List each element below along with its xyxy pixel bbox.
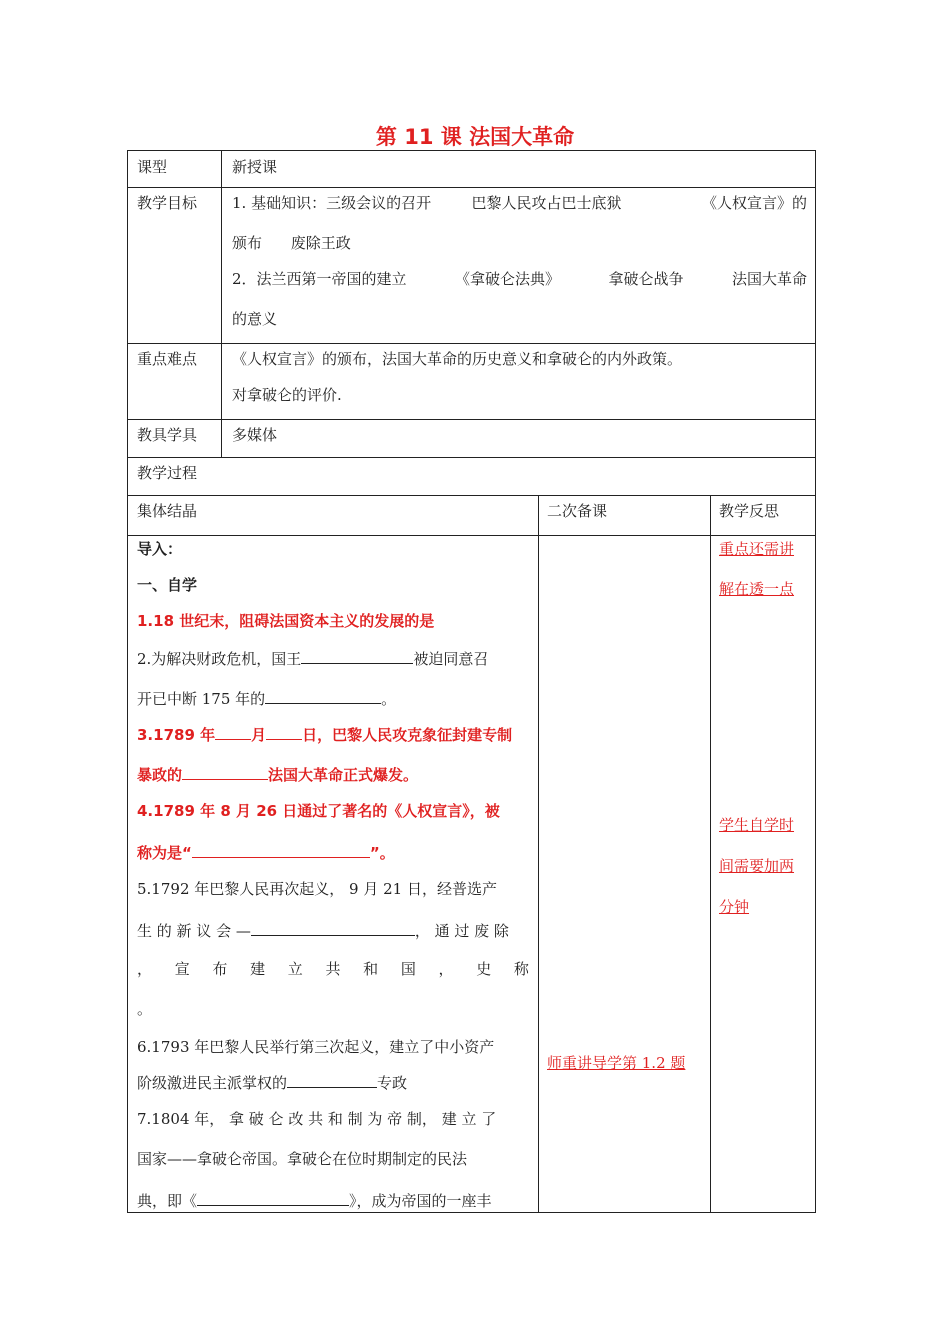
question-6-line-1: 6.1793 年巴黎人民举行第三次起义，建立了中小资产: [137, 1038, 495, 1056]
page-title: 第 11 课 法国大革命: [375, 125, 575, 149]
q2-text: 。: [381, 690, 397, 708]
reflection-note-2-line-3: 分钟: [719, 898, 750, 916]
goal-item: 1. 基础知识：三级会议的召开: [232, 194, 432, 212]
tools-label: 教具学具: [137, 426, 198, 444]
goal-item: 《拿破仑法典》: [455, 270, 561, 288]
goal-line-2: [232, 233, 351, 253]
row-divider: [128, 187, 815, 188]
q5-char: 共: [325, 960, 341, 978]
row-divider: [128, 419, 815, 420]
answer-blank: [287, 1071, 377, 1088]
question-5-line-3: [137, 959, 529, 979]
reflection-note-2-line-2: 间需要加两: [719, 857, 795, 875]
answer-blank: [301, 647, 413, 664]
goal-line-3: [232, 269, 807, 289]
col-divider: [538, 495, 539, 1212]
question-7-line-1: 7.1804 年， 拿 破 仑 改 共 和 制 为 帝 制， 建 立 了: [137, 1110, 497, 1128]
q5-char: 国: [400, 960, 416, 978]
q4-text: 称为是“: [137, 844, 192, 862]
second-prep-note: 师重讲导学第 1.2 题: [547, 1054, 686, 1072]
q6-text: 阶级激进民主派掌权的: [137, 1074, 288, 1092]
reflection-note-1-line-1: 重点还需讲: [719, 540, 795, 558]
q4-text: ”。: [369, 844, 395, 862]
answer-blank: [192, 841, 370, 858]
q5-char: 和: [363, 960, 379, 978]
question-4-line-1: 4.1789 年 8 月 26 日通过了著名的《人权宣言》，被: [137, 802, 500, 820]
col-header-collective: 集体结晶: [137, 502, 198, 520]
question-5-line-2: [137, 919, 509, 941]
tools-value: 多媒体: [232, 426, 278, 444]
answer-blank: [265, 687, 381, 704]
goal-item: 废除王政: [290, 234, 351, 252]
goal-item: 巴黎人民攻占巴士底狱: [471, 194, 622, 212]
type-label: 课型: [137, 158, 168, 176]
question-3-line-2: [137, 763, 418, 785]
q3-text: 3.1789 年: [137, 726, 216, 744]
q5-char: ，: [438, 960, 454, 978]
row-divider: [128, 457, 815, 458]
key-label: 重点难点: [137, 350, 198, 368]
q3-text: 日，巴黎人民攻克象征封建专制: [302, 726, 513, 744]
col-divider: [221, 151, 222, 457]
question-5-line-1: 5.1792 年巴黎人民再次起义， 9 月 21 日，经普选产: [137, 880, 497, 898]
row-divider: [128, 535, 815, 536]
question-3-line-1: [137, 723, 512, 745]
question-2-line-1: [137, 647, 488, 669]
question-6-line-2: [137, 1071, 407, 1093]
goal-item: 2．法兰西第一帝国的建立: [232, 270, 407, 288]
goal-line-1: [232, 193, 807, 213]
intro-heading: 导入：: [137, 540, 183, 558]
goal-item: 《人权宣言》的: [701, 194, 807, 212]
reflection-note-2-line-1: 学生自学时: [719, 816, 795, 834]
q3-text: 暴政的: [137, 766, 183, 784]
key-line-1: 《人权宣言》的颁布，法国大革命的历史意义和拿破仑的内外政策。: [232, 350, 683, 368]
q5-char: ，: [137, 960, 153, 978]
q7-text: 典，即《: [137, 1192, 198, 1210]
reflection-note-1-line-2: 解在透一点: [719, 580, 795, 598]
type-value: 新授课: [232, 158, 278, 176]
question-5-line-4: 。: [137, 1000, 153, 1018]
q5-char: 建: [250, 960, 266, 978]
answer-blank: [215, 723, 251, 740]
question-2-line-2: [137, 687, 396, 709]
q5-char: 史: [476, 960, 492, 978]
question-7-line-3: [137, 1189, 492, 1211]
q5-char: 立: [287, 960, 303, 978]
col-header-reflection: 教学反思: [719, 502, 780, 520]
goal-line-4: 的意义: [232, 310, 278, 328]
q5-text: ， 通 过 废 除: [414, 922, 509, 940]
row-divider: [128, 495, 815, 496]
answer-blank: [182, 763, 268, 780]
answer-blank: [266, 723, 302, 740]
q7-text: 》，成为帝国的一座丰: [349, 1192, 492, 1210]
q5-char: 布: [212, 960, 228, 978]
goal-item: 拿破仑战争: [608, 270, 684, 288]
goal-item: 法国大革命: [731, 270, 807, 288]
goal-item: 颁布: [232, 234, 263, 252]
col-divider: [710, 495, 711, 1212]
goal-label: 教学目标: [137, 194, 198, 212]
q2-text: 开已中断 175 年的: [137, 690, 266, 708]
q5-char: 称: [513, 960, 529, 978]
q5-text: 生 的 新 议 会 —: [137, 922, 251, 940]
question-1: 1.18 世纪末，阻碍法国资本主义的发展的是: [137, 612, 435, 630]
answer-blank: [197, 1189, 349, 1206]
row-divider: [128, 343, 815, 344]
answer-blank: [251, 919, 415, 936]
col-header-second-prep: 二次备课: [547, 502, 608, 520]
question-7-line-2: 国家——拿破仑帝国。拿破仑在位时期制定的民法: [137, 1150, 468, 1168]
q3-text: 月: [251, 726, 267, 744]
q2-text: 2.为解决财政危机，国王: [137, 650, 302, 668]
q5-char: 宣: [174, 960, 190, 978]
q3-text: 法国大革命正式爆发。: [268, 766, 419, 784]
lesson-plan-table: [127, 150, 816, 1213]
key-line-2: 对拿破仑的评价.: [232, 386, 342, 404]
section-heading: 一、自学: [137, 576, 198, 594]
q6-text: 专政: [377, 1074, 408, 1092]
q2-text: 被迫同意召: [413, 650, 489, 668]
question-4-line-2: [137, 841, 395, 863]
process-label: 教学过程: [137, 464, 198, 482]
